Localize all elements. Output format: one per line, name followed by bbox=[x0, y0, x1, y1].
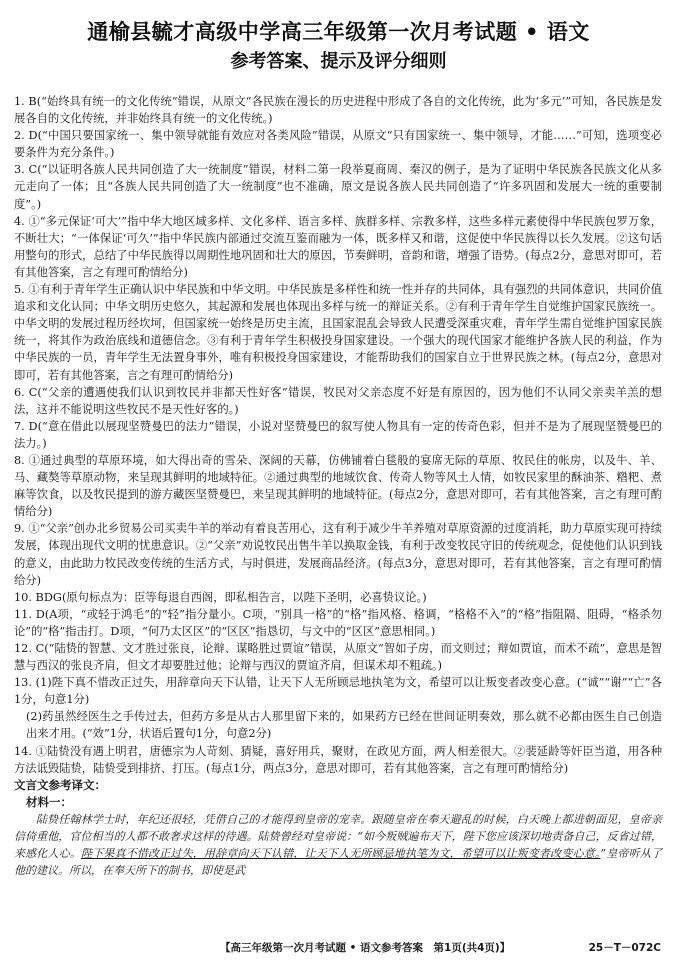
section-heading: 文言文参考译文： bbox=[14, 777, 106, 792]
translation-paragraph bbox=[14, 811, 662, 879]
translation-text: 陆贽任翰林学士时，年纪还很轻，凭借自己的才能得到皇帝的宠幸。跟随皇帝在奉天避乱的时候，白天晚上都进朝面见，皇帝亲信倚重他，官位相当的人都不敢奢求这样的待遇。陆贽曾经对皇帝说：“如今叛贼遍布天下，陛下您应该深切地责备自己，反省过错，来感化人心。 bbox=[14, 812, 662, 860]
answer-item: 3. C(“以证明各族人民共同创造了大一统制度”错误，材料二第一段举夏商周、秦汉的例子，是为了证明中华民族各民族文化从多元走向了一体；且“各族人民共同创造了大一统制度”也不准确，原文是说各族人民共同创造了“许多巩固和发展大一统的重要制度”。) bbox=[14, 163, 662, 211]
answer-item: 12. C(“陆贽的智慧、文才胜过张良，论辩、谋略胜过贾谊”错误，从原文“智如子房，而文则过；辩如贾谊，而术不疏”，意思是智慧与西汉的张良齐肩，但文才却要胜过他；论辩与西汉的贾谊齐肩，但谋术却不粗疏。) bbox=[14, 642, 662, 673]
footer-page-info: 【高三年级第一次月考试题 • 语文参考答案 第1页(共4页)】 bbox=[220, 942, 511, 954]
answer-item: 6. C(“父亲的遭遇使我们认识到牧民并非都天性好客”错误，牧民对父亲态度不好是有原因的，因为他们不认同父亲卖羊羔的想法，这并不能说明这些牧民不是天性好客的。) bbox=[14, 385, 662, 416]
answer-item: 11. D(A项，“或轻于鸿毛”的“轻”指分量小。C项，“别具一格”的“格”指风格、格调，“格格不入”的“格”指阻隔、阻碍，“格杀勿论”的“格”指击打。D项，“何乃太区区”的“区区”指恳切，与文中的“区区”意思相同。) bbox=[14, 607, 662, 638]
page-title: 通榆县毓才高级中学高三年级第一次月考试题 • 语文 bbox=[87, 20, 590, 44]
translation-underlined: 陛下果真不惜改正过失，用辞章向天下认错，让天下人无所顾忌地执笔为文，希望可以让叛变者改变心意。 bbox=[81, 846, 601, 860]
answer-item: 14. ①陆贽没有遇上明君，唐德宗为人苛刻、猜疑，喜好用兵，聚财，在政见方面，两人相差很大。②裴延龄等奸臣当道，用各种方法诋毁陆贽，陆贽受到排挤、打压。(每点1分，两点3分，意思对即可，若有其他答案，言之有理可酌情给分) bbox=[14, 744, 662, 775]
footer-code: 25－T－072C bbox=[588, 942, 661, 954]
answer-item: 4. ①“多元保证‘可大’”指中华大地区域多样、文化多样、语言多样、族群多样、宗教多样，这些多样元素使得中华民族包罗万象，不断壮大；“一体保证‘可久’”指中华民族内部通过交流互鉴而融为一体，既多样又和谐，这促使中华民族得以长久发展。②这句话用整句的形式，总结了中华民族得以周期性地巩固和壮大的原因，节奏鲜明，音韵和谐，增强了语势。(每点2分，意思对即可，若有其他答案，言之有理可酌情给分) bbox=[14, 214, 662, 279]
answer-item: 13. (1)陛下真不惜改正过失，用辞章向天下认错，让天下人无所顾忌地执笔为文，希望可以让叛变者改变心意。(“诚”“谢”“亡”各1分，句意1分) bbox=[14, 676, 662, 707]
answer-item: 8. ①通过典型的草原环境，如大得出奇的雪朵、深阔的天幕，仿佛铺着白毯般的宴席无际的草原、牧民住的帐房，以及牛、羊、马、藏獒等草原动物，来呈现其鲜明的地域特征。②通过典型的地域饮食、传奇人物等风土人情，如牧民家里的酥油茶、糌粑、煮麻等饮食，以及牧民提到的游方藏医坚赞曼巴，来呈现其鲜明的地域特征。(每点2分，意思对即可，若有其他答案，言之有理可酌情给分) bbox=[14, 453, 662, 519]
answer-item: (2)药虽然经医生之手传过去，但药方多是从古人那里留下来的，如果药方已经在世间证明奏效，那么就不必都由医生自己创造出来才用。(“效”1分，状语后置句1分，句意2分) bbox=[26, 710, 662, 741]
answer-item: 10. BDG(原句标点为：臣等每退自西阁，即私相告言，以陛下圣明，必喜贽议论。) bbox=[14, 590, 427, 604]
answer-item: 5. ①有利于青年学生正确认识中华民族和中华文明。中华民族是多样性和统一性并存的共同体，具有强烈的共同体意识，共同价值追求和文化认同；中华文明历史悠久，其起源和发展也体现出多样与统一的辩证关系。②有利于青年学生自觉维护国家民族统一。中华文明的发展过程历经坎坷，但国家统一始终是历史主流，且国家混乱会导致人民遭受深重灾难，青年学生需自觉维护国家民族统一，将其作为政治底线和道德信念。③有利于青年学生积极投身国家建设。一个强大的现代国家才能维护各族人民的利益，作为中华民族的一员，青年学生无法置身事外，唯有积极投身国家建设，才能帮助我们的国家自立于世界民族之林。(每点2分，意思对即可，若有其他答案，言之有理可酌情给分) bbox=[14, 283, 662, 382]
page-subtitle: 参考答案、提示及评分细则 bbox=[230, 51, 447, 72]
answer-list bbox=[14, 93, 662, 879]
answer-item: 9. ①“父亲”创办北乡贸易公司买卖牛羊的举动有着良苦用心，这有利于减少牛羊养殖对草原资源的过度消耗，助力草原实现可持续发展，体现出现代文明的忧患意识。②“父亲”劝说牧民出售牛羊以换取金钱，有利于改变牧民守旧的传统观念，促使他们认识到钱的意义，由此助力牧民改变传统的生活方式，与时俱进，发展商品经济。(每点3分，意思对即可，若有其他答案，言之有理可酌情给分) bbox=[14, 522, 662, 587]
translation-text: ”皇帝听从了他的建议。所以，在奉天所下的制书，即使是武 bbox=[14, 846, 663, 877]
material-label: 材料一： bbox=[26, 794, 72, 809]
answer-item: 2. D(“中国只要国家统一、集中领导就能有效应对各类风险”错误，从原文“只有国家统一、集中领导，才能……”可知，选项变必要条件为充分条件。) bbox=[14, 129, 662, 160]
answer-item: 7. D(“意在借此以展现坚赞曼巴的法力”错误，小说对坚赞曼巴的叙写使人物具有一定的传奇色彩，但并不是为了展现坚赞曼巴的法力。) bbox=[14, 419, 662, 450]
answer-item: 1. B(“始终具有统一的文化传统”错误，从原文“各民族在漫长的历史进程中形成了各自的文化传统，此为‘多元’”可知，各民族是发展各自的文化传统，并非始终具有统一的文化传统。) bbox=[14, 95, 662, 126]
